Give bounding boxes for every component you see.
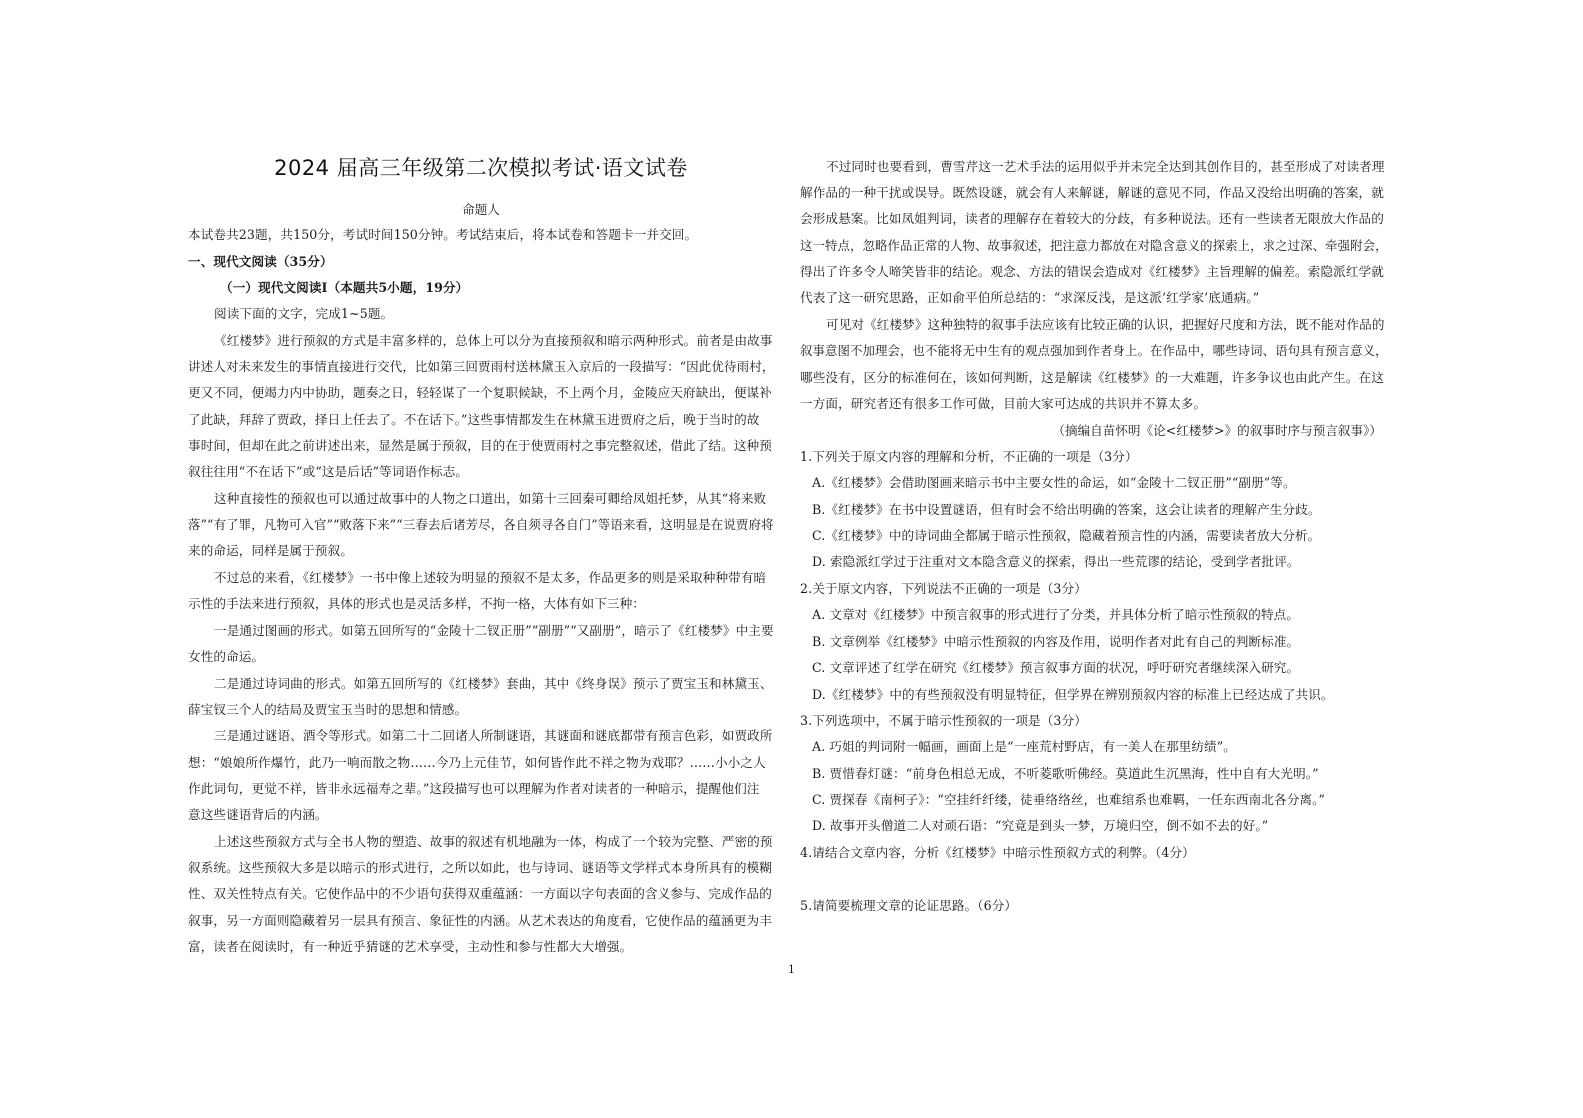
passage-line: 解作品的一种干扰或误导。既然设谜，就会有人来解谜，解谜的意见不同，作品又没给出明确的答案，就 [800, 185, 1384, 200]
passage-line: 作此词句，更觉不祥，皆非永远福寿之辈。”这段描写也可以理解为作者对读者的一种暗示，提醒他们注 [188, 781, 760, 796]
passage-line: 不过总的来看，《红楼梦》一书中像上述较为明显的预叙不是太多，作品更多的则是采取种种带有暗 [214, 570, 767, 585]
passage-line: 代表了这一研究思路，正如俞平伯所总结的：“求深反浅，是这派‘红学家’底通病。” [800, 290, 1260, 305]
q1-option-c: C.《红楼梦》中的诗词曲全都属于暗示性预叙，隐藏着预言性的内涵，需要读者放大分析。 [812, 528, 1321, 543]
question-5: 5.请简要梳理文章的论证思路。（6分） [800, 898, 1018, 913]
passage-line: 讲述人对未来发生的事情直接进行交代，比如第三回贾雨村送林黛玉入京后的一段描写：“因此优待雨村， [188, 359, 775, 374]
passage-line: 了此缺，拜辞了贾政，择日上任去了。不在话下。”这些事情都发生在林黛玉进贾府之后，晚于当时的故 [188, 412, 760, 427]
question-1: 1.下列关于原文内容的理解和分析，不正确的一项是（3分） [800, 449, 1138, 464]
author-line: 命题人 [462, 202, 500, 217]
passage-line: 叙系统。这些预叙大多是以暗示的形式进行，之所以如此，也与诗词、谜语等文学样式本身所具有的模糊 [188, 860, 772, 875]
passage-line: 哪些没有，区分的标准何在，该如何判断，这是解读《红楼梦》的一大难题，许多争议也由此产生。在这 [800, 370, 1384, 385]
q2-option-c: C. 文章评述了红学在研究《红楼梦》预言叙事方面的状况，呼吁研究者继续深入研究。 [812, 660, 1300, 675]
question-3: 3.下列选项中，不属于暗示性预叙的一项是（3分） [800, 713, 1087, 728]
passage-line: 这种直接性的预叙也可以通过故事中的人物之口道出，如第十三回秦可卿给凤姐托梦，从其“将来败 [214, 491, 767, 506]
passage-line: 叙事，另一方面则隐藏着另一层具有预言、象征性的内涵。从艺术表达的角度看，它使作品的蕴涵更为丰 [188, 913, 772, 928]
passage-line: 叙往往用“不在话下”或“这是后话”等词语作标志。 [188, 464, 469, 479]
q2-option-b: B. 文章例举《红楼梦》中暗示性预叙的内容及作用，说明作者对此有自己的判断标准。 [812, 634, 1300, 649]
section-heading: 一、现代文阅读（35分） [188, 254, 333, 269]
passage-line: 不过同时也要看到，曹雪芹这一艺术手法的运用似乎并未完全达到其创作目的，甚至形成了对读者理 [826, 159, 1385, 174]
source-citation: （摘编自苗怀明《论<红楼梦>》的叙事时序与预言叙事》） [1052, 423, 1382, 438]
passage-line: 示性的手法来进行预叙，具体的形式也是灵活多样，不拘一格，大体有如下三种： [188, 596, 645, 611]
exam-title: 2024 届高三年级第二次模拟考试·语文试卷 [274, 156, 688, 180]
reading-prompt: 阅读下面的文字，完成1~5题。 [214, 306, 394, 321]
passage-line: 富，读者在阅读时，有一种近乎猜谜的艺术享受，主动性和参与性都大大增强。 [188, 939, 633, 954]
q3-option-b: B. 贾惜春灯谜：“前身色相总无成，不听菱歌听佛经。莫道此生沉黑海，性中自有大光明。” [812, 766, 1319, 781]
passage-line: 事时间，但却在此之前讲述出来，显然是属于预叙，目的在于使贾雨村之事完整叙述，借此了结。这种预 [188, 438, 772, 453]
passage-line: 来的命运，同样是属于预叙。 [188, 543, 354, 558]
passage-line: 这一特点，忽略作品正常的人物、故事叙述，把注意力都放在对隐含意义的探索上，求之过深、牵强附会， [800, 238, 1388, 253]
q3-option-a: A. 巧姐的判词附一幅画，画面上是“一座荒村野店，有一美人在那里纺绩”。 [812, 739, 1236, 754]
question-4: 4.请结合文章内容，分析《红楼梦》中暗示性预叙方式的利弊。（4分） [800, 845, 1195, 860]
q2-option-d: D.《红楼梦》中的有些预叙没有明显特征，但学界在辨别预叙内容的标准上已经达成了共识。 [812, 687, 1334, 702]
passage-line: 落”“有了罪，凡物可入官”“败落下来”“三春去后诸芳尽，各自须寻各自门”等语来看，这明显是在说贾府将 [188, 517, 774, 532]
page-number: 1 [788, 963, 795, 976]
passage-line: 得出了许多令人啼笑皆非的结论。观念、方法的错误会造成对《红楼梦》主旨理解的偏差。索隐派红学就 [800, 264, 1384, 279]
passage-line: 意这些谜语背后的内涵。 [188, 807, 328, 822]
q2-option-a: A. 文章对《红楼梦》中预言叙事的形式进行了分类，并具体分析了暗示性预叙的特点。 [812, 607, 1300, 622]
sub-section-heading: （一）现代文阅读Ⅰ（本题共5小题，19分） [220, 280, 469, 295]
q1-option-b: B.《红楼梦》在书中设置谜语，但有时会不给出明确的答案，这会让读者的理解产生分歧。 [812, 502, 1321, 517]
passage-line: 二是通过诗词曲的形式。如第五回所写的《红楼梦》套曲，其中《终身误》预示了贾宝玉和林黛玉、 [214, 676, 773, 691]
q1-option-d: D. 索隐派红学过于注重对文本隐含意义的探索，得出一些荒谬的结论，受到学者批评。 [812, 554, 1300, 569]
passage-line: 性、双关性特点有关。它使作品中的不少语句获得双重蕴涵：一方面以字句表面的含义参与、完成作品的 [188, 886, 772, 901]
passage-line: 三是通过谜语、酒令等形式。如第二十二回诸人所制谜语，其谜面和谜底都带有预言色彩，如贾政所 [214, 728, 773, 743]
passage-line: 薛宝钗三个人的结局及贾宝玉当时的思想和情感。 [188, 702, 468, 717]
passage-line: 一是通过图画的形式。如第五回所写的“金陵十二钗正册”“副册”“又副册”，暗示了《红楼梦》中主要 [214, 623, 774, 638]
passage-line: 上述这些预叙方式与全书人物的塑造、故事的叙述有机地融为一体，构成了一个较为完整、严密的预 [214, 834, 773, 849]
passage-line: 《红楼梦》进行预叙的方式是丰富多样的，总体上可以分为直接预叙和暗示两种形式。前者是由故事 [214, 333, 773, 348]
q3-option-d: D. 故事开头僧道二人对顽石语：“究竟是到头一梦，万境归空，倒不如不去的好。” [812, 818, 1269, 833]
passage-line: 会形成悬案。比如凤姐判词，读者的理解存在着较大的分歧，有多种说法。还有一些读者无限放大作品的 [800, 211, 1384, 226]
q1-option-a: A.《红楼梦》会借助图画来暗示书中主要女性的命运，如“金陵十二钗正册”“副册”等。 [812, 475, 1296, 490]
passage-line: 更又不同，便竭力内中协助，题奏之日，轻轻谋了一个复职候缺，不上两个月，金陵应天府缺出，便谋补 [188, 385, 772, 400]
passage-line: 想：“娘娘所作爆竹，此乃一响而散之物……今乃上元佳节，如何皆作此不祥之物为戏耶？……小小之人 [188, 755, 766, 770]
exam-instructions: 本试卷共23题，共150分，考试时间150分钟。考试结束后，将本试卷和答题卡一并交回。 [188, 227, 698, 242]
passage-line: 可见对《红楼梦》这种独特的叙事手法应该有比较正确的认识，把握好尺度和方法，既不能对作品的 [826, 317, 1385, 332]
passage-line: 叙事意图不加理会，也不能将无中生有的观点强加到作者身上。在作品中，哪些诗词、语句具有预言意义， [800, 343, 1388, 358]
passage-line: 一方面，研究者还有很多工作可做，目前大家可达成的共识并不算太多。 [800, 396, 1207, 411]
passage-line: 女性的命运。 [188, 649, 265, 664]
q3-option-c: C. 贾探春《南柯子》：“空挂纤纤缕，徒垂络络丝，也难绾系也难羁，一任东西南北各分离。” [812, 792, 1326, 807]
question-2: 2.关于原文内容，下列说法不正确的一项是（3分） [800, 581, 1087, 596]
